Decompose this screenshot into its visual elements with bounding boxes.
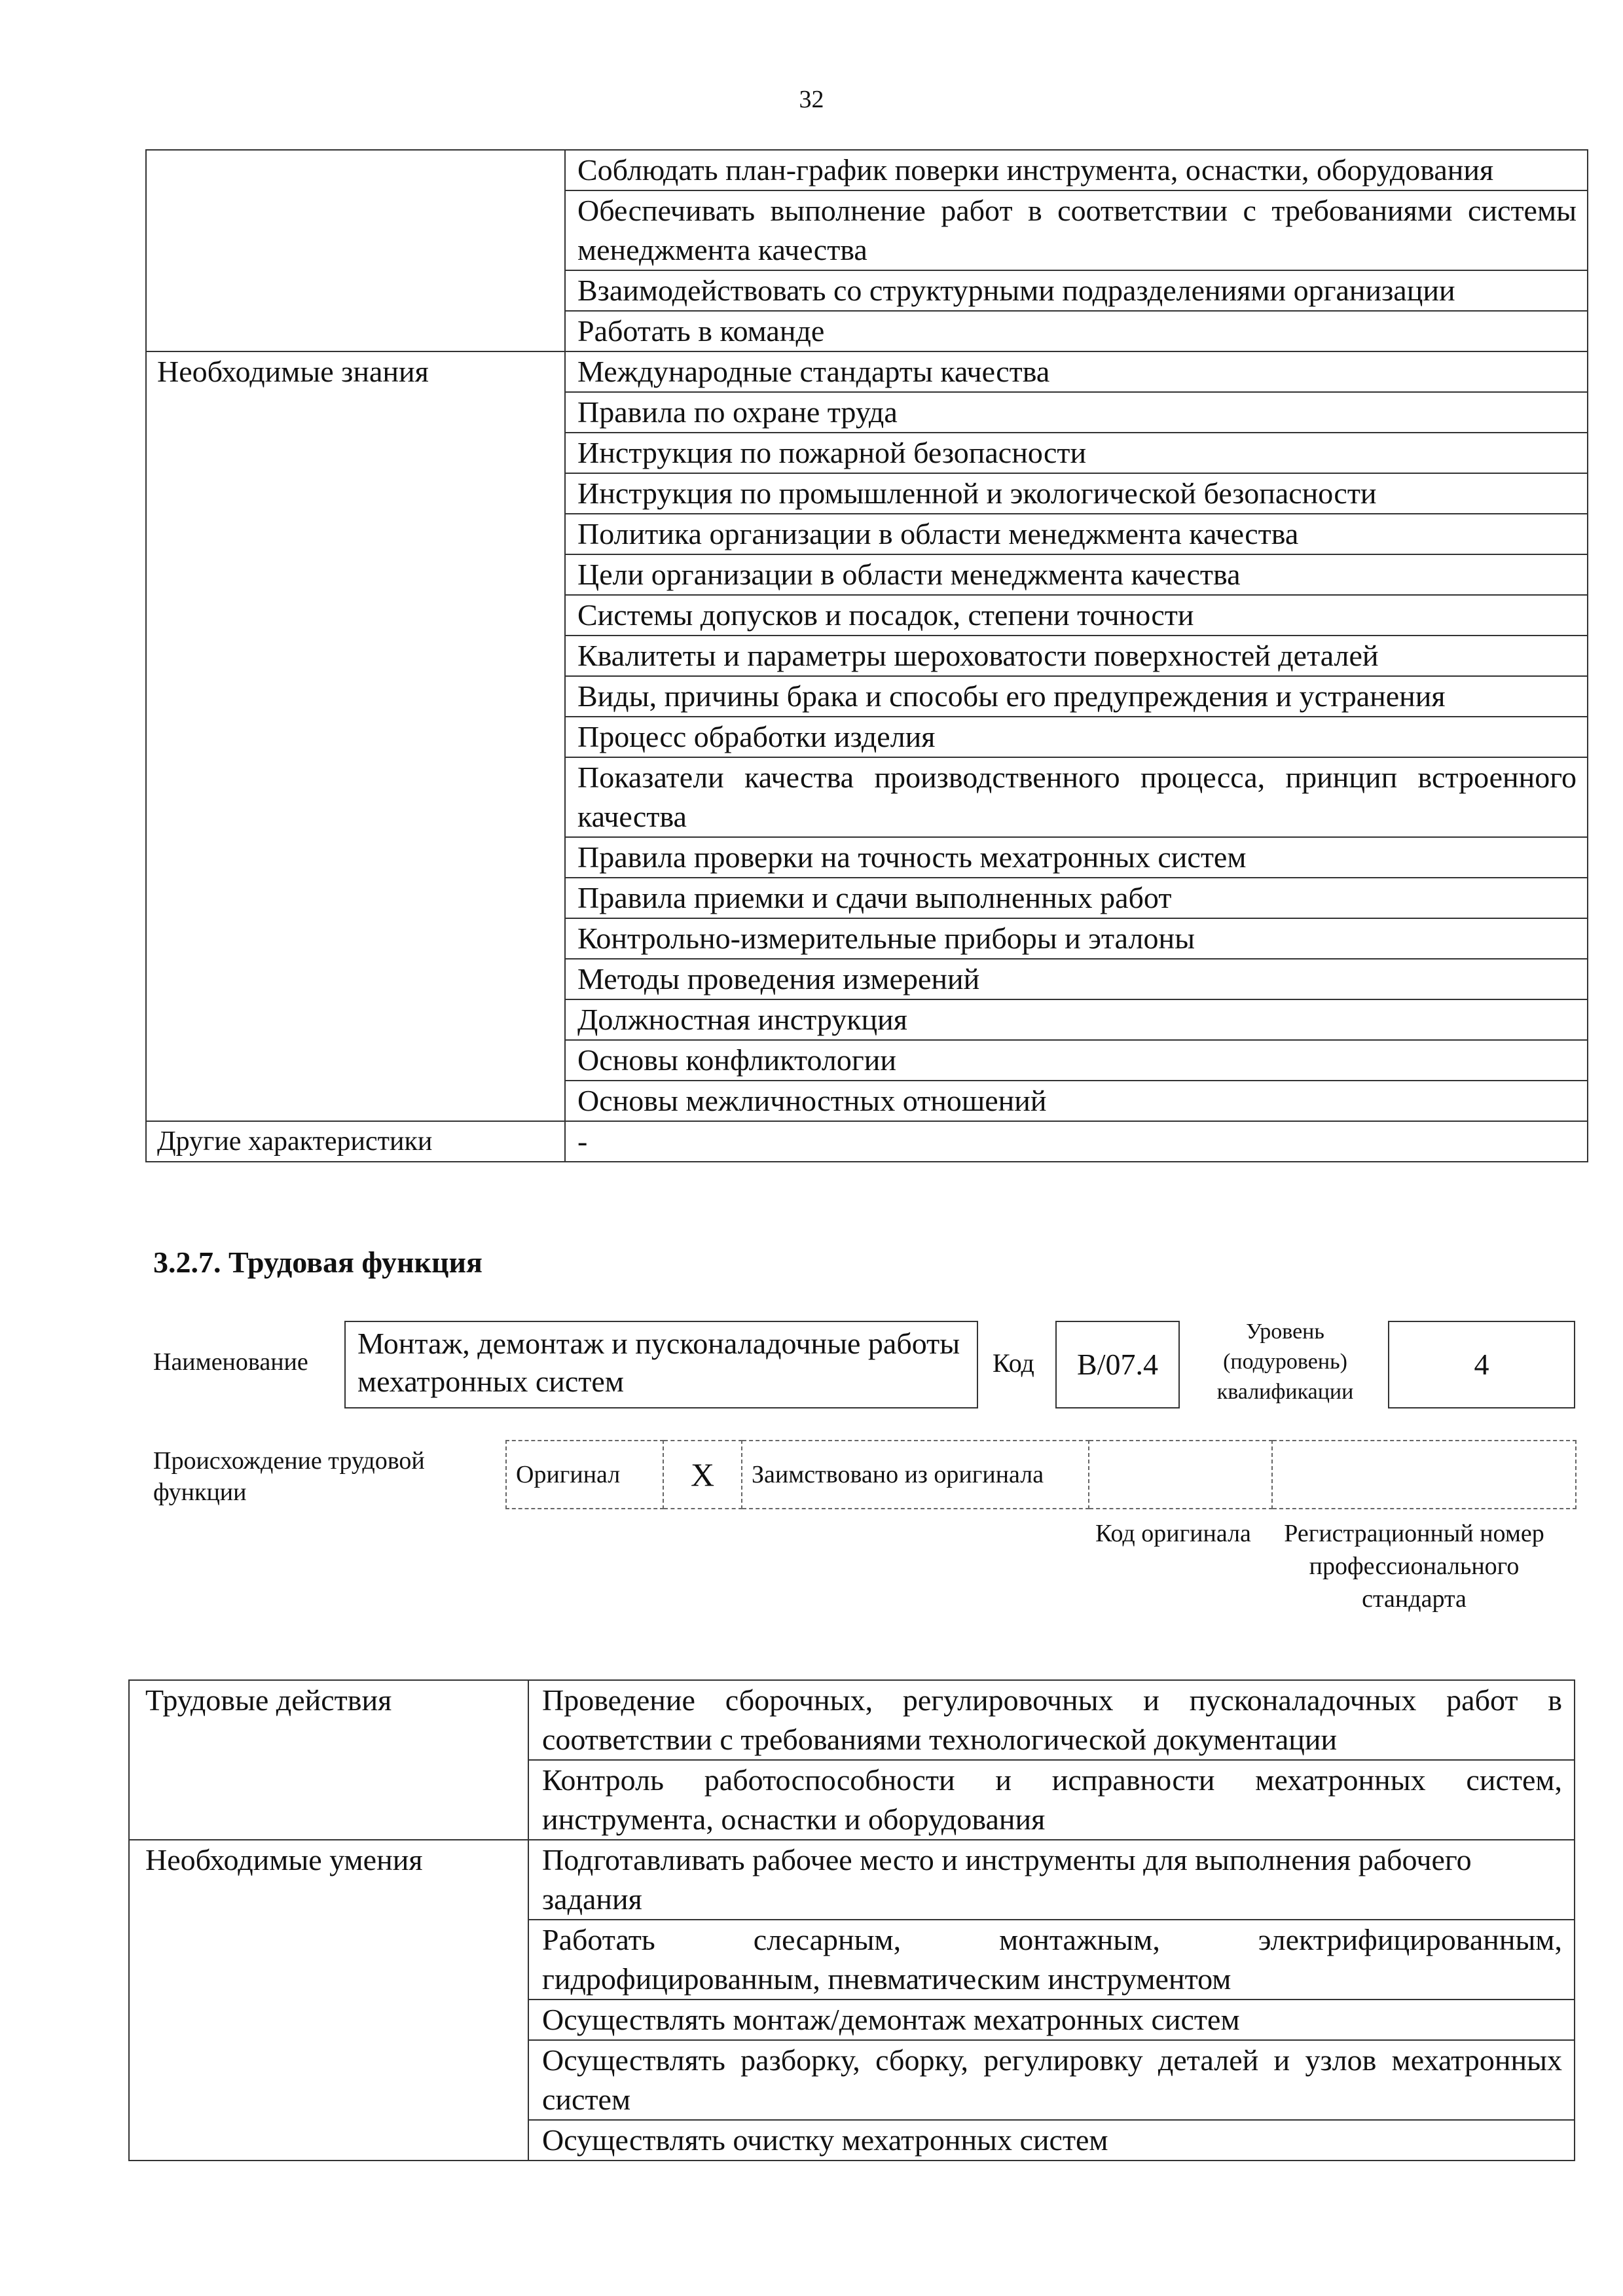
row-label	[146, 150, 565, 351]
row-text: Правила по охране труда	[565, 392, 1588, 433]
table-row	[129, 1680, 1575, 1760]
row-text: Должностная инструкция	[565, 999, 1588, 1040]
code-label: Код	[993, 1348, 1034, 1378]
table-row	[129, 1840, 1575, 1920]
row-text: Процесс обработки изделия	[565, 717, 1588, 757]
row-text: Осуществлять очистку мехатронных систем	[528, 2120, 1575, 2161]
row-text: Взаимодействовать со структурными подразделениями организации	[565, 270, 1588, 311]
row-text: Правила проверки на точность мехатронных систем	[565, 837, 1588, 878]
row-text: Инструкция по промышленной и экологической безопасности	[565, 473, 1588, 514]
row-text: Цели организации в области менеджмента качества	[565, 554, 1588, 595]
original-mark: X	[663, 1441, 742, 1509]
row-text: Методы проведения измерений	[565, 959, 1588, 999]
origin-label: Происхождение трудовой функции	[153, 1447, 425, 1506]
row-text: Контроль работоспособности и исправности мехатронных систем, инструмента, оснастки и оборудования	[528, 1760, 1575, 1840]
knowledge-table	[145, 149, 1588, 1162]
table-row	[146, 351, 1588, 392]
row-text: Правила приемки и сдачи выполненных работ	[565, 878, 1588, 918]
row-text: Работать в команде	[565, 311, 1588, 351]
row-label: Другие характеристики	[146, 1121, 565, 1162]
actions-table	[128, 1679, 1575, 2161]
level-value-box: 4	[1388, 1321, 1575, 1408]
row-text: Инструкция по пожарной безопасности	[565, 433, 1588, 473]
function-name-box: Монтаж, демонтаж и пусконаладочные работы мехатронных систем	[344, 1321, 978, 1408]
row-text: Системы допусков и посадок, степени точности	[565, 595, 1588, 636]
row-text: Виды, причины брака и способы его предупреждения и устранения	[565, 676, 1588, 717]
row-text: -	[565, 1121, 1588, 1162]
row-text: Основы межличностных отношений	[565, 1081, 1588, 1121]
reg-number-caption: Регистрационный номер профессионального стандарта	[1284, 1520, 1544, 1613]
row-text: Основы конфликтологии	[565, 1040, 1588, 1081]
page-number: 32	[799, 86, 824, 113]
row-text: Работать слесарным, монтажным, электрифицированным, гидрофицированным, пневматическим инструментом	[528, 1920, 1575, 2000]
code-original-caption: Код оригинала	[1095, 1520, 1251, 1547]
name-label: Наименование	[153, 1348, 308, 1376]
row-text: Осуществлять разборку, сборку, регулировку деталей и узлов мехатронных систем	[528, 2040, 1575, 2120]
row-text: Подготавливать рабочее место и инструменты для выполнения рабочего задания	[528, 1840, 1575, 1920]
row-text: Обеспечивать выполнение работ в соответствии с требованиями системы менеджмента качества	[565, 190, 1588, 270]
row-label: Необходимые знания	[146, 351, 565, 1121]
code-value-box: B/07.4	[1055, 1321, 1180, 1408]
origin-table	[505, 1440, 1577, 1509]
row-text: Политика организации в области менеджмента качества	[565, 514, 1588, 554]
row-text: Осуществлять монтаж/демонтаж мехатронных систем	[528, 2000, 1575, 2040]
row-text: Соблюдать план-график поверки инструмента, оснастки, оборудования	[565, 150, 1588, 190]
original-label: Оригинал	[506, 1441, 663, 1509]
row-label: Трудовые действия	[129, 1680, 528, 1840]
level-label: Уровень (подуровень) квалификации	[1216, 1319, 1354, 1404]
table-row	[146, 150, 1588, 190]
row-text: Квалитеты и параметры шероховатости поверхностей деталей	[565, 636, 1588, 676]
row-text: Показатели качества производственного процесса, принцип встроенного качества	[565, 757, 1588, 837]
table-row	[146, 1121, 1588, 1162]
row-text: Международные стандарты качества	[565, 351, 1588, 392]
row-label: Необходимые умения	[129, 1840, 528, 2161]
section-title: 3.2.7. Трудовая функция	[153, 1246, 483, 1279]
borrowed-label: Заимствовано из оригинала	[742, 1441, 1089, 1509]
code-original-cell	[1089, 1441, 1272, 1509]
row-text: Контрольно-измерительные приборы и эталоны	[565, 918, 1588, 959]
row-text: Проведение сборочных, регулировочных и пусконаладочных работ в соответствии с требованиями технологической документации	[528, 1680, 1575, 1760]
reg-number-cell	[1272, 1441, 1576, 1509]
